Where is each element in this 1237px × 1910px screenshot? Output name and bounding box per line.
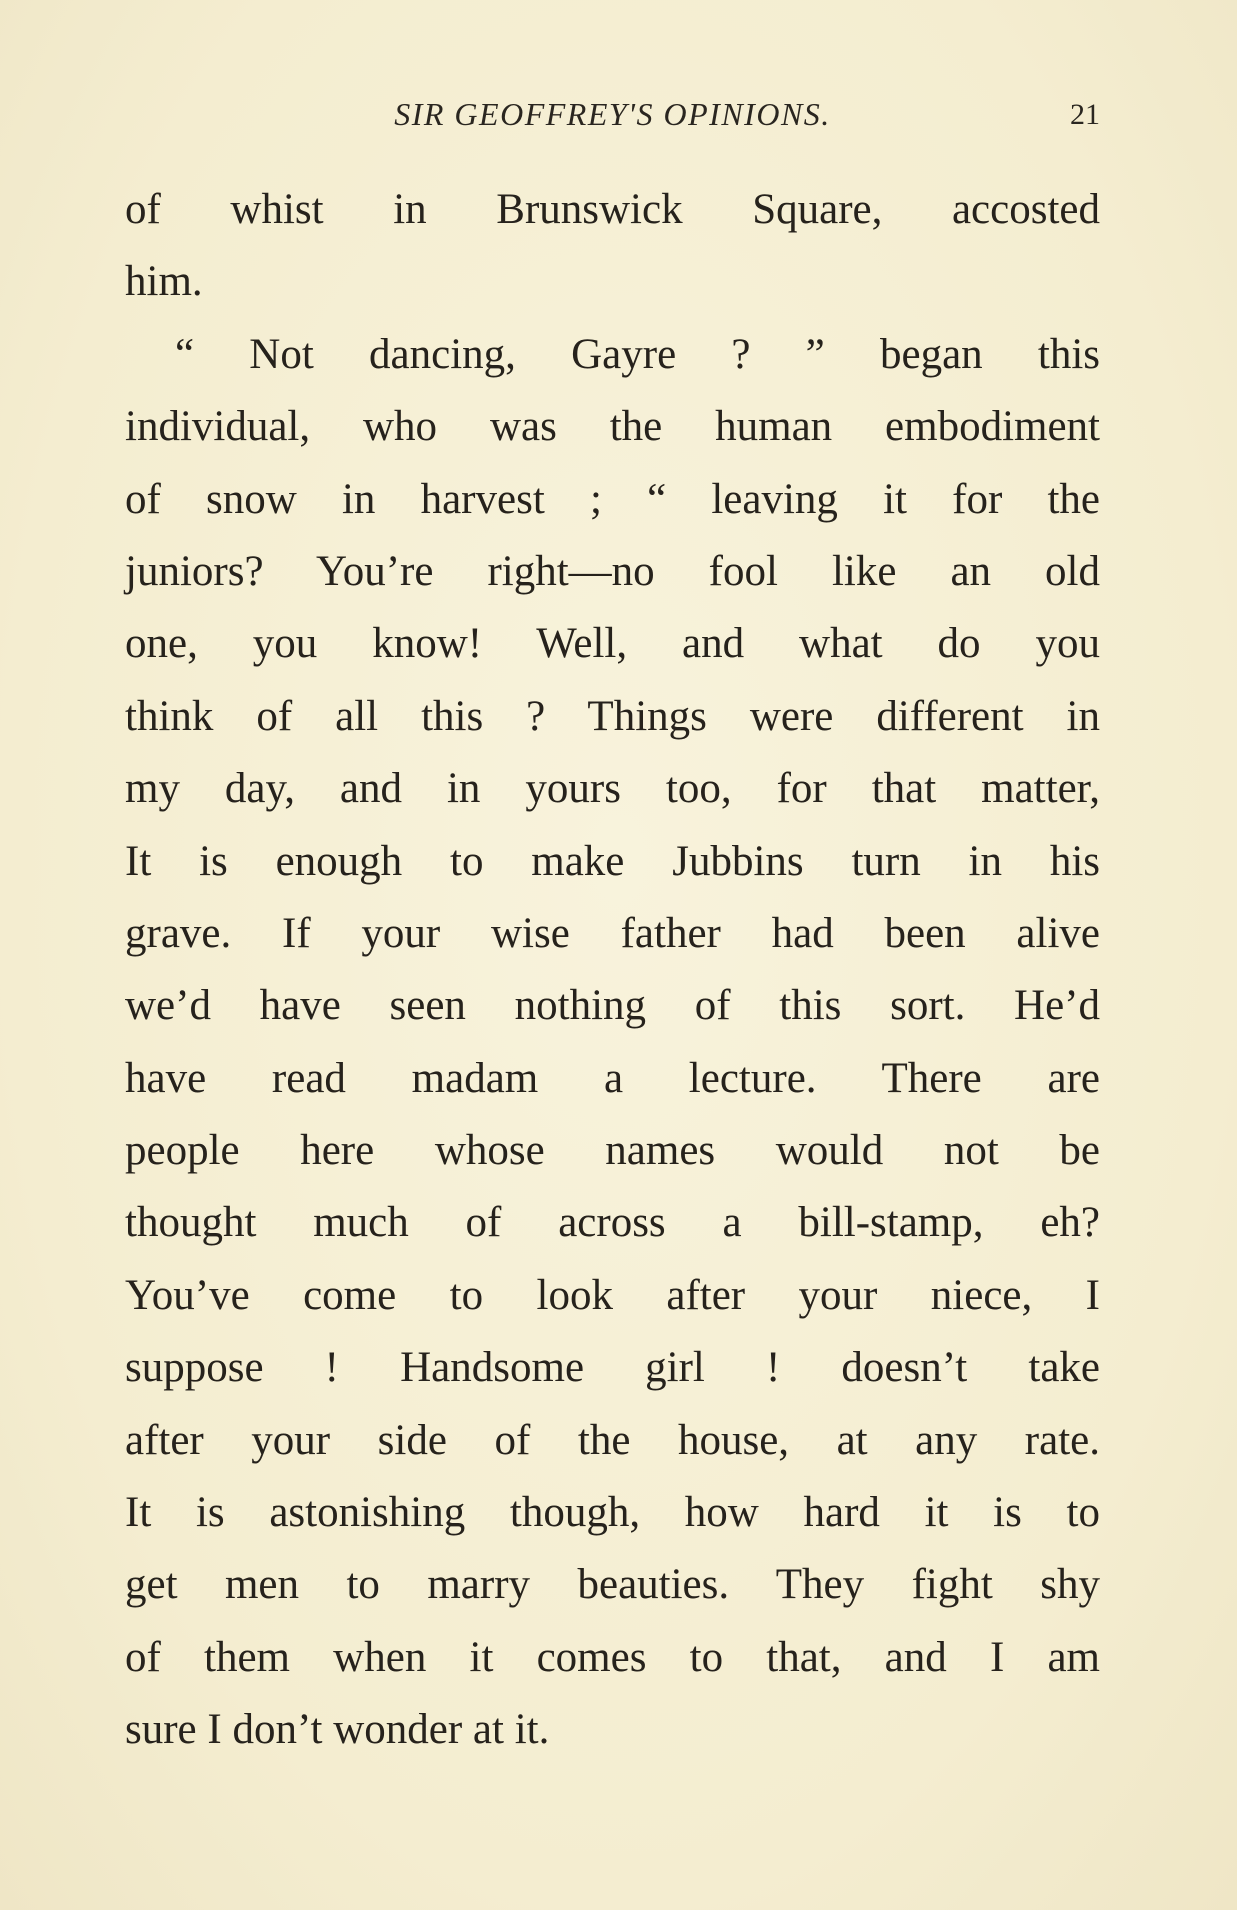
- text-line: individual, who was the human embodiment: [125, 403, 1100, 451]
- running-title: SIR GEOFFREY'S OPINIONS.: [394, 96, 831, 132]
- text-line: thought much of across a bill-stamp, eh?: [125, 1199, 1100, 1247]
- text-line: my day, and in yours too, for that matter,: [125, 765, 1100, 813]
- text-line: get men to marry beauties. They fight shy: [125, 1561, 1100, 1609]
- running-head: [125, 96, 1100, 146]
- text-line: You’ve come to look after your niece, I: [125, 1271, 1100, 1319]
- text-line: have read madam a lecture. There are: [125, 1054, 1100, 1102]
- text-line: grave. If your wise father had been alive: [125, 909, 1100, 957]
- text-line: sure I don’t wonder at it.: [125, 1706, 550, 1754]
- text-line: juniors? You’re right—no fool like an old: [125, 547, 1100, 595]
- text-line: people here whose names would not be: [125, 1127, 1100, 1175]
- text-line: It is enough to make Jubbins turn in his: [125, 837, 1100, 885]
- text-line: “ Not dancing, Gayre ? ” began this: [175, 330, 1100, 378]
- text-line: of whist in Brunswick Square, accosted: [125, 186, 1100, 233]
- page-number: 21: [1070, 98, 1100, 131]
- text-line: of snow in harvest ; “ leaving it for the: [125, 475, 1100, 523]
- text-line: we’d have seen nothing of this sort. He’d: [125, 982, 1100, 1030]
- text-line: after your side of the house, at any rate.: [125, 1416, 1100, 1464]
- text-line: It is astonishing though, how hard it is to: [125, 1489, 1100, 1537]
- text-line: him.: [125, 258, 203, 306]
- text-line: one, you know! Well, and what do you: [125, 620, 1100, 668]
- body-text: [125, 174, 1100, 1767]
- text-line: think of all this ? Things were different in: [125, 692, 1100, 740]
- text-line: suppose ! Handsome girl ! doesn’t take: [125, 1344, 1100, 1392]
- text-line: of them when it comes to that, and I am: [125, 1633, 1100, 1681]
